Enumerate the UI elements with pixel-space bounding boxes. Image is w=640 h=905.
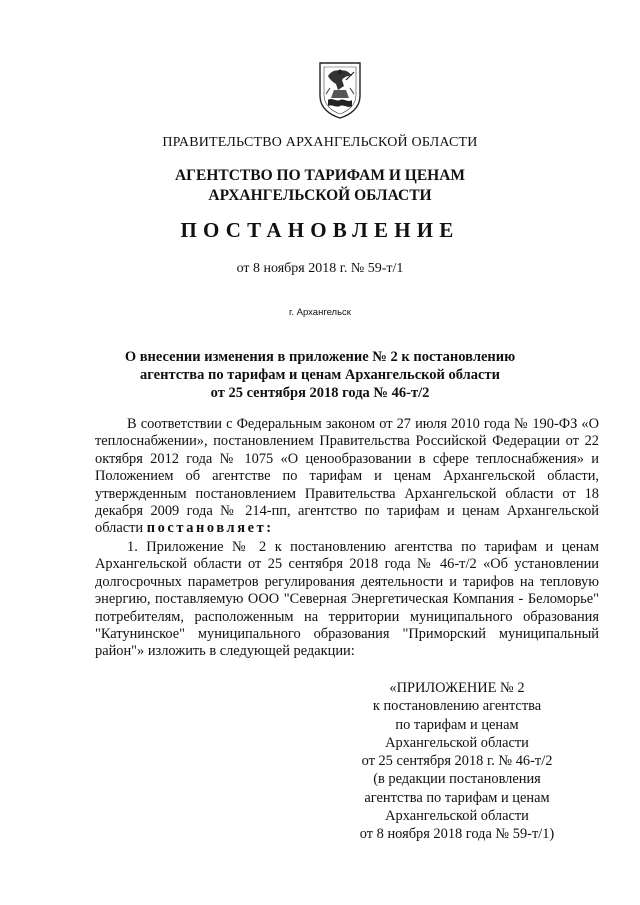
appendix-heading	[340, 679, 574, 844]
coat-of-arms-icon	[316, 60, 364, 120]
agency-title	[0, 166, 640, 206]
appendix-line: Архангельской области	[385, 808, 529, 825]
appendix-line: от 8 ноября 2018 года № 59-т/1)	[359, 826, 555, 843]
clause-1-paragraph	[95, 539, 599, 661]
subject-line2: агентства по тарифам и ценам Архангельской области	[140, 367, 500, 383]
appendix-line: к постановлению агентства	[372, 698, 542, 715]
clause-1-text: 1. Приложение № 2 к постановлению агентства по тарифам и ценам Архангельской области от 25 сентября 2018 года № 46-т/2 «Об установлении долгосрочных параметров регулирования деятельности и тарифов на тепловую энергию, поставляемую ООО "Северная Энергетическая Компания - Беломорье" потребителям, расположенным на территории муниципального образования "Катунинское" муниципального образования "Приморский муниципальный район"» изложить в следующей редакции:	[95, 539, 599, 660]
government-title: ПРАВИТЕЛЬСТВО АРХАНГЕЛЬСКОЙ ОБЛАСТИ	[162, 135, 478, 150]
document-type: ПОСТАНОВЛЕНИЕ	[180, 218, 460, 242]
appendix-line: Архангельской области	[385, 734, 529, 751]
document-subject	[0, 348, 640, 402]
appendix-line: по тарифам и ценам	[395, 716, 519, 733]
agency-title-line1: АГЕНТСТВО ПО ТАРИФАМ И ЦЕНАМ	[174, 167, 466, 184]
preamble-text: В соответствии с Федеральным законом от 27 июля 2010 года № 190-ФЗ «О теплоснабжении», постановлением Правительства Российской Федерации от 22 октября 2012 года № 1075 «О ценообразовании в сфере теплоснабжения» и Положением об агентстве по тарифам и ценам Архангельской области, утвержденным постановлением Правительства Архангельской области от 18 декабря 2009 года № 214-пп, агентство по тарифам и ценам Архангельской области	[95, 416, 599, 537]
preamble-paragraph	[95, 416, 599, 538]
document-date-number: от 8 ноября 2018 г. № 59-т/1	[236, 261, 404, 276]
appendix-line: «ПРИЛОЖЕНИЕ № 2	[389, 680, 525, 696]
document-city: г. Архангельск	[289, 307, 351, 318]
appendix-line: от 25 сентября 2018 г. № 46-т/2	[361, 753, 553, 770]
appendix-line: (в редакции постановления	[373, 771, 541, 788]
agency-title-line2: АРХАНГЕЛЬСКОЙ ОБЛАСТИ	[208, 187, 432, 204]
subject-line3: от 25 сентября 2018 года № 46-т/2	[210, 385, 430, 401]
resolves-keyword: постановляет:	[146, 520, 274, 537]
subject-line1: О внесении изменения в приложение № 2 к постановлению	[124, 349, 516, 365]
appendix-line: агентства по тарифам и ценам	[364, 789, 550, 806]
